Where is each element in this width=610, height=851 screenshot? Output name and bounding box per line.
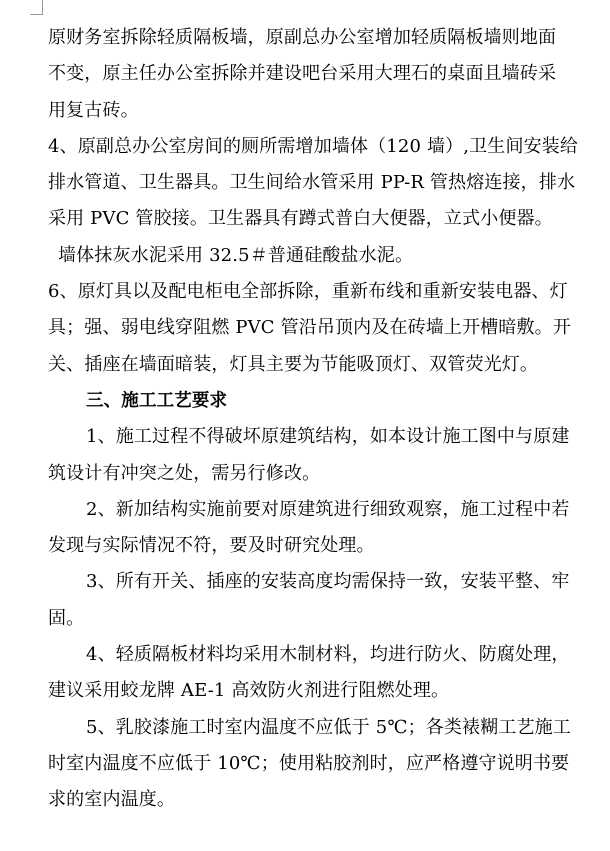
paragraph-line: 关、插座在墙面暗装，灯具主要为节能吸顶灯、双管荧光灯。 [48, 353, 539, 375]
paragraph-line: 采用 PVC 管胶接。卫生器具有蹲式普白大便器，立式小便器。 [48, 208, 553, 230]
paragraph-line: 时室内温度不应低于 10℃；使用粘胶剂时，应严格遵守说明书要 [48, 752, 570, 774]
paragraph-line: 具；强、弱电线穿阻燃 PVC 管沿吊顶内及在砖墙上开槽暗敷。开 [48, 317, 571, 339]
page-corner-mark [30, 0, 43, 15]
document-body [48, 20, 593, 819]
paragraph-line: 用复古砖。 [48, 99, 139, 121]
paragraph-line: 3、所有开关、插座的安装高度均需保持一致，安装平整、牢 [86, 571, 570, 593]
paragraph-line: 5、乳胶漆施工时室内温度不应低于 5℃；各类裱糊工艺施工 [86, 716, 571, 738]
paragraph-line: 筑设计有冲突之处，需另行修改。 [48, 462, 321, 484]
paragraph-line: 墙体抹灰水泥采用 32.5＃普通硅酸盐水泥。 [58, 244, 414, 266]
paragraph-line: 4、轻质隔板材料均采用木制材料，均进行防火、防腐处理， [86, 644, 570, 666]
paragraph-line: 发现与实际情况不符，要及时研究处理。 [48, 535, 375, 557]
paragraph-line: 6、原灯具以及配电柜电全部拆除，重新布线和重新安装电器、灯 [48, 281, 568, 303]
paragraph-line: 1、施工过程不得破坏原建筑结构，如本设计施工图中与原建 [86, 426, 570, 448]
paragraph-line: 原财务室拆除轻质隔板墙，原副总办公室增加轻质隔板墙则地面 [48, 27, 557, 48]
paragraph-line: 不变，原主任办公室拆除并建设吧台采用大理石的桌面且墙砖采 [48, 63, 557, 85]
paragraph-line: 固。 [48, 607, 85, 629]
paragraph-line: 4、原副总办公室房间的厕所需增加墙体（120 墙）,卫生间安装给 [48, 135, 579, 157]
paragraph-line: 2、新加结构实施前要对原建筑进行细致观察，施工过程中若 [86, 498, 570, 520]
paragraph-line: 建议采用蛟龙牌 AE-1 高效防火剂进行阻燃处理。 [48, 680, 450, 702]
paragraph-line: 求的室内温度。 [48, 789, 176, 811]
section-heading: 三、施工工艺要求 [86, 390, 228, 411]
paragraph-line: 排水管道、卫生器具。卫生间给水管采用 PP-R 管热熔连接，排水 [48, 172, 576, 194]
